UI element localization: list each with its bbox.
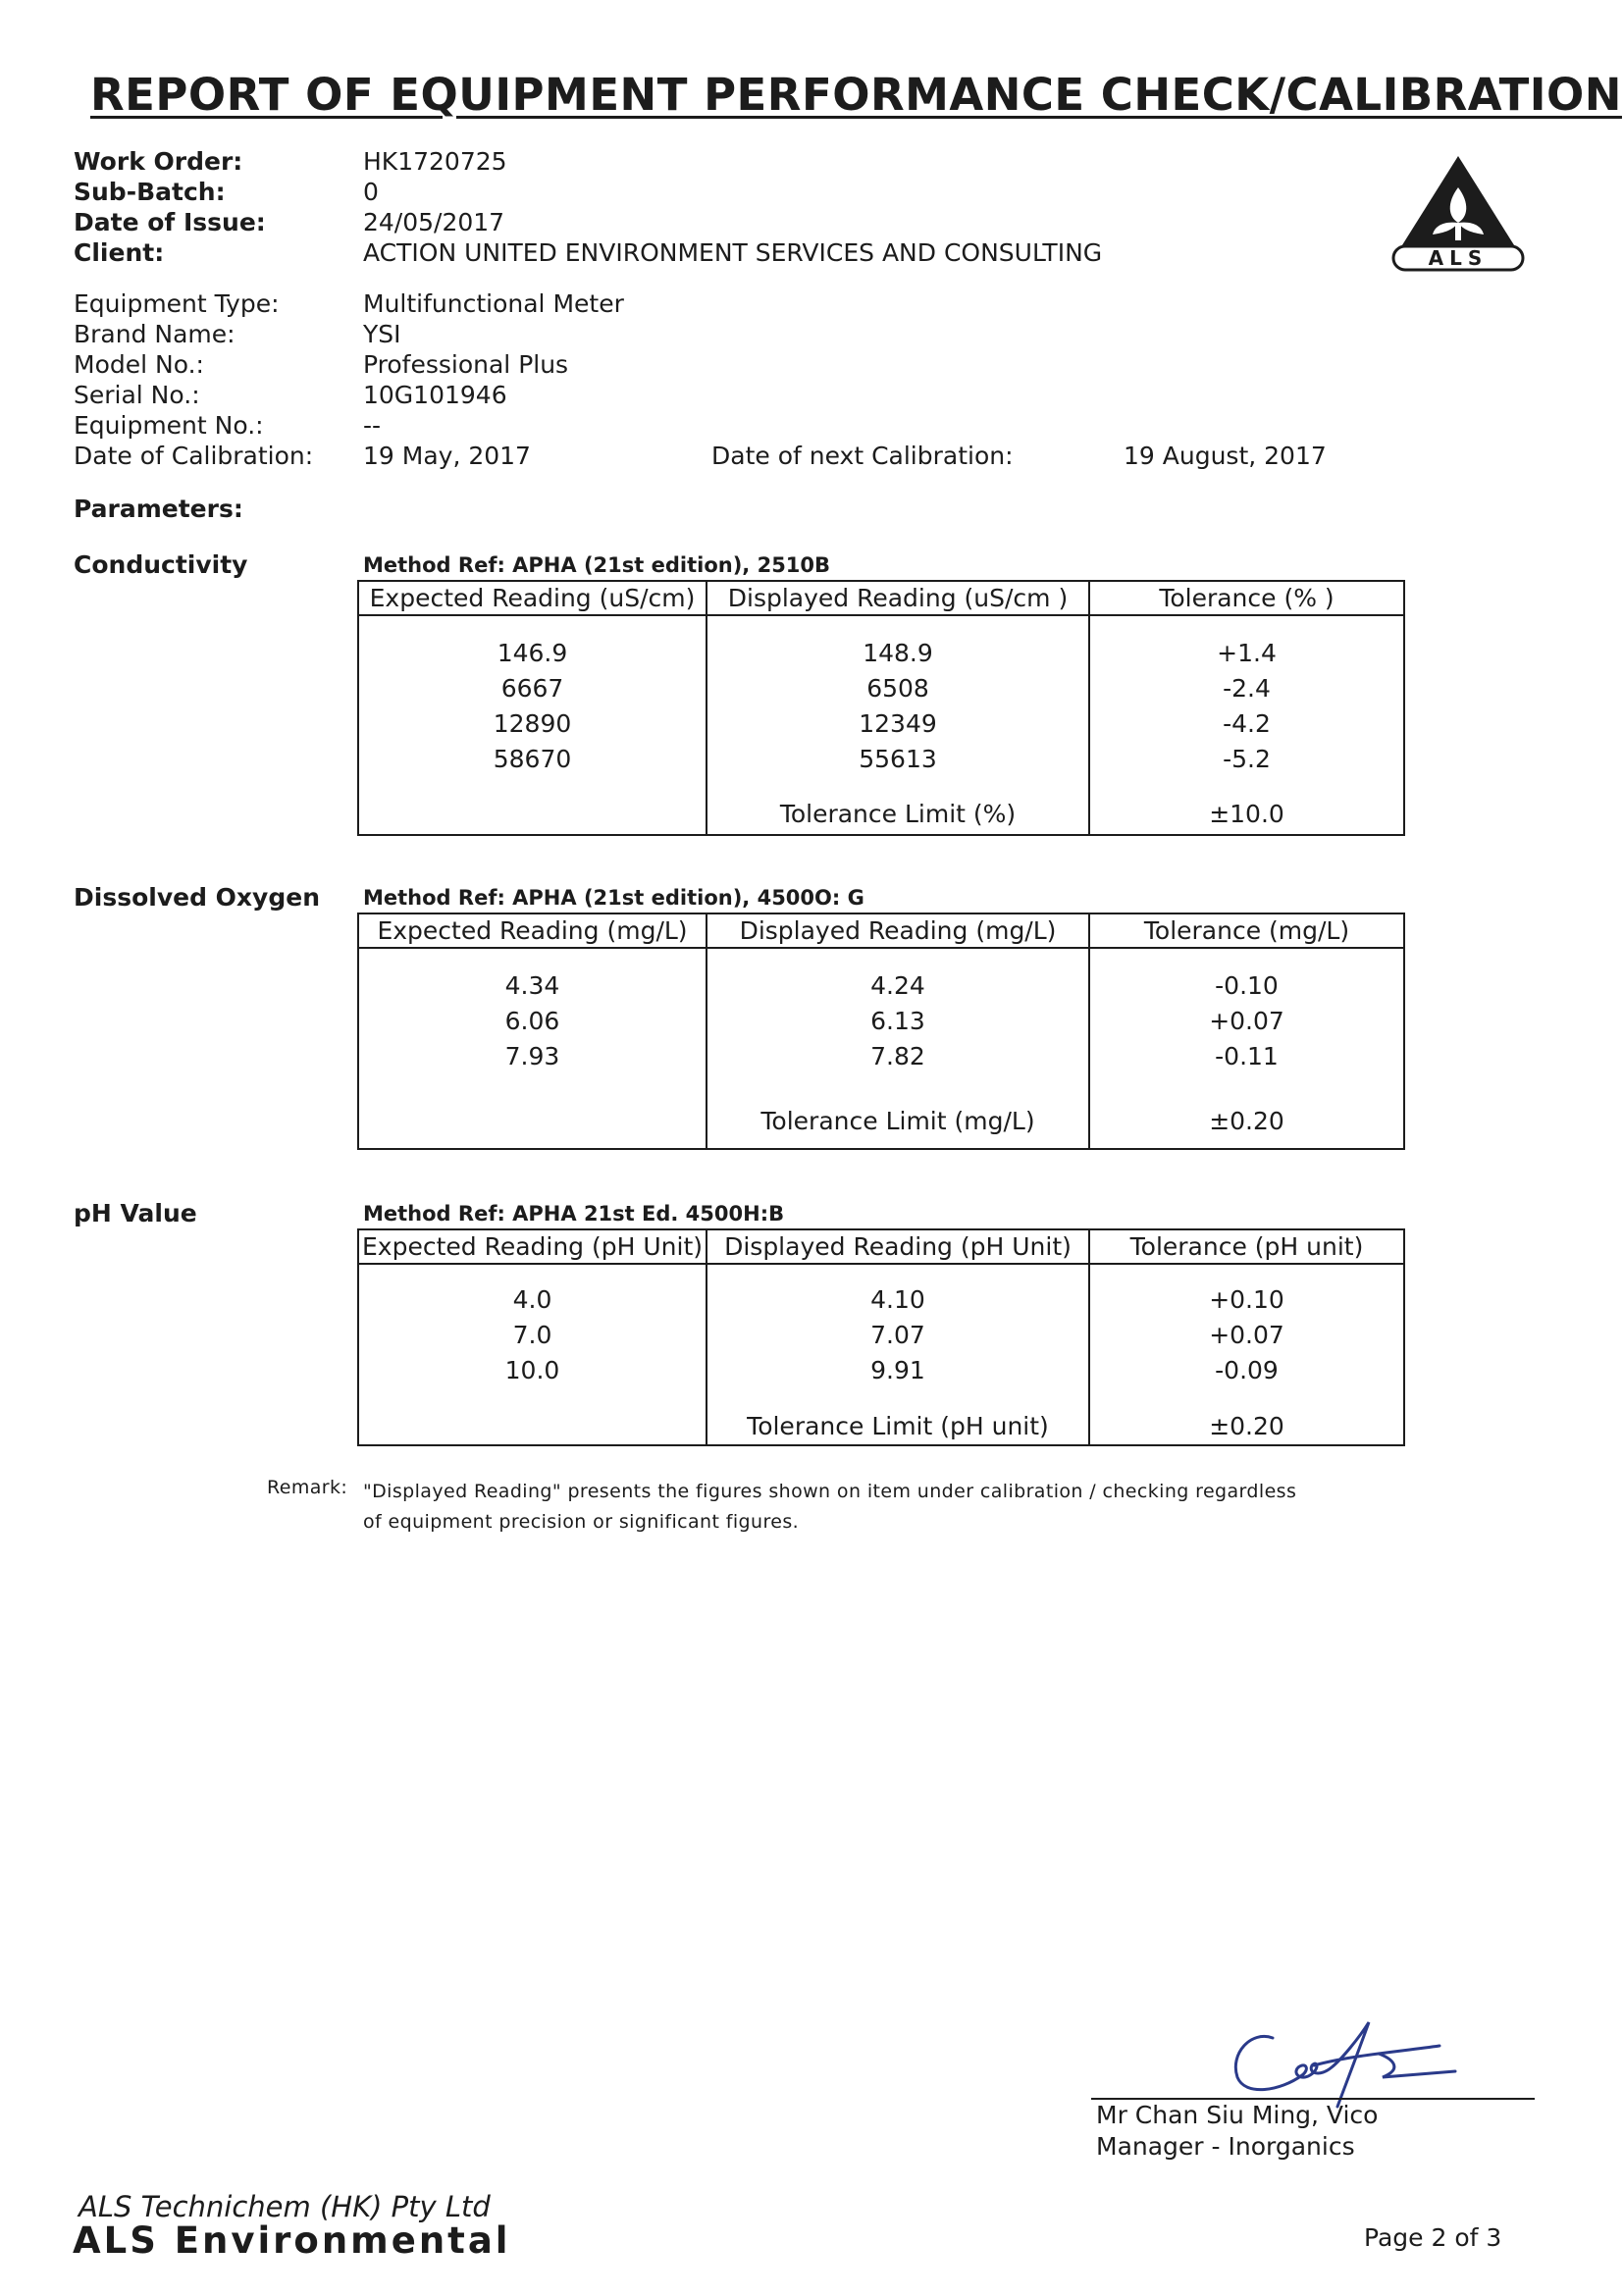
tolerance-value: +1.4 xyxy=(1217,639,1277,667)
expected-value: 58670 xyxy=(493,745,572,773)
ph-expected-cell xyxy=(358,1264,707,1445)
ph-value-label: pH Value xyxy=(74,1199,197,1227)
serial-no-value: 10G101946 xyxy=(363,381,507,409)
company-name: ALS Technichem (HK) Pty Ltd xyxy=(79,2190,491,2223)
signer-title: Manager - Inorganics xyxy=(1096,2132,1355,2161)
brand-name-value: YSI xyxy=(363,320,401,348)
conductivity-tolerance-cell xyxy=(1089,615,1404,835)
serial-no-label: Serial No.: xyxy=(74,381,200,409)
displayed-value: 9.91 xyxy=(870,1356,925,1384)
ph-header-displayed: Displayed Reading (pH Unit) xyxy=(707,1229,1089,1264)
expected-value: 6667 xyxy=(500,674,564,703)
conductivity-table xyxy=(357,580,1405,836)
displayed-value: 6508 xyxy=(866,674,929,703)
dissolved-oxygen-header-row xyxy=(358,913,1404,948)
tolerance-limit-value: ±0.20 xyxy=(1209,1107,1284,1135)
ph-body-row xyxy=(358,1264,1404,1445)
ph-tolerance-cell xyxy=(1089,1264,1404,1445)
dissolved-oxygen-table xyxy=(357,913,1405,1150)
conductivity-header-expected: Expected Reading (uS/cm) xyxy=(358,581,707,615)
tolerance-value: -2.4 xyxy=(1223,674,1271,703)
signer-block xyxy=(1096,2100,1378,2163)
tolerance-value: +0.10 xyxy=(1209,1285,1284,1314)
conductivity-body-row xyxy=(358,615,1404,835)
remark-label: Remark: xyxy=(267,1477,348,1498)
displayed-value: 7.07 xyxy=(870,1321,925,1349)
tolerance-limit-label: Tolerance Limit (pH unit) xyxy=(747,1412,1049,1440)
expected-value: 7.0 xyxy=(512,1321,552,1349)
displayed-value: 148.9 xyxy=(863,639,933,667)
conductivity-method-ref: Method Ref: APHA (21st edition), 2510B xyxy=(363,553,831,577)
tolerance-value: +0.07 xyxy=(1209,1007,1284,1035)
expected-value: 12890 xyxy=(493,709,572,738)
tolerance-limit-label: Tolerance Limit (mg/L) xyxy=(760,1107,1035,1135)
remark-line: of equipment precision or significant figures. xyxy=(363,1511,800,1533)
tolerance-limit-value: ±0.20 xyxy=(1209,1412,1284,1440)
ph-method-ref: Method Ref: APHA 21st Ed. 4500H:B xyxy=(363,1202,785,1226)
tolerance-value: -0.10 xyxy=(1215,971,1279,1000)
remark-line: "Displayed Reading" presents the figures shown on item under calibration / checking regardless xyxy=(363,1481,1297,1502)
tolerance-value: -4.2 xyxy=(1223,709,1271,738)
do-header-expected: Expected Reading (mg/L) xyxy=(358,913,707,948)
signature-icon xyxy=(1212,2016,1477,2110)
expected-value: 10.0 xyxy=(504,1356,560,1384)
do-header-tolerance: Tolerance (mg/L) xyxy=(1089,913,1404,948)
equipment-no-label: Equipment No.: xyxy=(74,411,264,440)
date-of-issue-label: Date of Issue: xyxy=(74,208,266,236)
work-order-value: HK1720725 xyxy=(363,147,507,176)
work-order-label: Work Order: xyxy=(74,147,243,176)
ph-header-row xyxy=(358,1229,1404,1264)
logo-text: ALS xyxy=(1428,246,1489,270)
conductivity-header-displayed: Displayed Reading (uS/cm ) xyxy=(707,581,1089,615)
date-of-calibration-value: 19 May, 2017 xyxy=(363,442,531,470)
model-no-value: Professional Plus xyxy=(363,350,569,379)
expected-value: 6.06 xyxy=(504,1007,560,1035)
date-of-issue-value: 24/05/2017 xyxy=(363,208,505,236)
expected-value: 4.0 xyxy=(512,1285,552,1314)
equipment-no-value: -- xyxy=(363,411,382,440)
parameters-label: Parameters: xyxy=(74,495,243,523)
equipment-type-value: Multifunctional Meter xyxy=(363,289,624,318)
tolerance-value: -0.11 xyxy=(1215,1042,1279,1070)
ph-header-expected: Expected Reading (pH Unit) xyxy=(358,1229,707,1264)
tolerance-limit-value: ±10.0 xyxy=(1209,800,1284,828)
displayed-value: 12349 xyxy=(859,709,937,738)
sub-batch-label: Sub-Batch: xyxy=(74,178,226,206)
expected-value: 7.93 xyxy=(504,1042,560,1070)
ph-header-tolerance: Tolerance (pH unit) xyxy=(1089,1229,1404,1264)
date-of-calibration-label: Date of Calibration: xyxy=(74,442,314,470)
remark-text xyxy=(363,1477,1344,1538)
ph-displayed-cell xyxy=(707,1264,1089,1445)
conductivity-label: Conductivity xyxy=(74,550,248,579)
displayed-value: 4.10 xyxy=(870,1285,925,1314)
displayed-value: 7.82 xyxy=(870,1042,925,1070)
conductivity-expected-cell xyxy=(358,615,707,835)
model-no-label: Model No.: xyxy=(74,350,204,379)
sub-batch-value: 0 xyxy=(363,178,379,206)
tolerance-value: +0.07 xyxy=(1209,1321,1284,1349)
conductivity-header-tolerance: Tolerance (% ) xyxy=(1089,581,1404,615)
next-calibration-label: Date of next Calibration: xyxy=(711,442,1014,470)
equipment-type-label: Equipment Type: xyxy=(74,289,280,318)
conductivity-displayed-cell xyxy=(707,615,1089,835)
client-label: Client: xyxy=(74,238,165,267)
conductivity-header-row xyxy=(358,581,1404,615)
displayed-value: 55613 xyxy=(859,745,937,773)
do-expected-cell xyxy=(358,948,707,1149)
dissolved-oxygen-body-row xyxy=(358,948,1404,1149)
page-number: Page 2 of 3 xyxy=(1364,2223,1502,2252)
brand-name-label: Brand Name: xyxy=(74,320,236,348)
tolerance-value: -0.09 xyxy=(1215,1356,1279,1384)
do-header-displayed: Displayed Reading (mg/L) xyxy=(707,913,1089,948)
dissolved-oxygen-label: Dissolved Oxygen xyxy=(74,883,321,912)
report-title: REPORT OF EQUIPMENT PERFORMANCE CHECK/CALIBRATION xyxy=(90,69,1622,121)
displayed-value: 6.13 xyxy=(870,1007,925,1035)
displayed-value: 4.24 xyxy=(870,971,925,1000)
als-environmental-wordmark: ALS Environmental xyxy=(73,2219,511,2262)
client-value: ACTION UNITED ENVIRONMENT SERVICES AND CONSULTING xyxy=(363,238,1103,267)
dissolved-oxygen-method-ref: Method Ref: APHA (21st edition), 4500O: G xyxy=(363,886,864,910)
next-calibration-value: 19 August, 2017 xyxy=(1124,442,1327,470)
do-tolerance-cell xyxy=(1089,948,1404,1149)
tolerance-value: -5.2 xyxy=(1223,745,1271,773)
do-displayed-cell xyxy=(707,948,1089,1149)
expected-value: 146.9 xyxy=(497,639,568,667)
tolerance-limit-label: Tolerance Limit (%) xyxy=(779,800,1017,828)
ph-table xyxy=(357,1228,1405,1446)
expected-value: 4.34 xyxy=(504,971,560,1000)
als-logo-icon xyxy=(1389,152,1527,272)
signer-name: Mr Chan Siu Ming, Vico xyxy=(1096,2101,1379,2129)
